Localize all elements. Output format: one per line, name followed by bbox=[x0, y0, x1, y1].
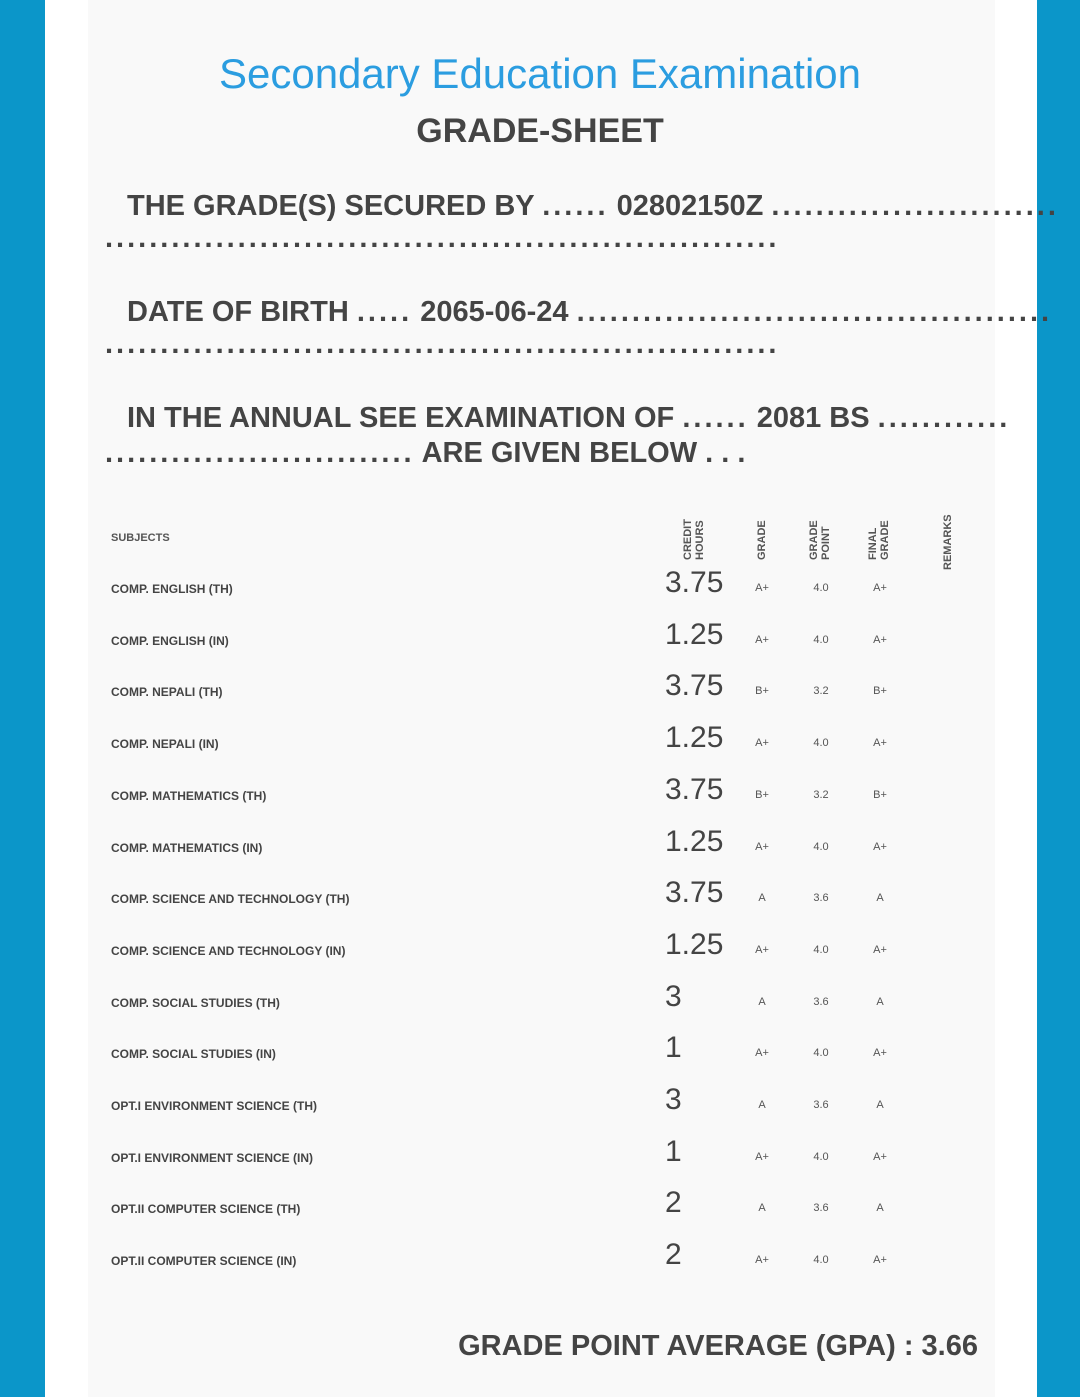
grade: A+ bbox=[755, 633, 769, 646]
subject-name: COMP. NEPALI (TH) bbox=[111, 685, 223, 700]
grade-point: 3.2 bbox=[813, 788, 829, 801]
final-grade: A+ bbox=[873, 840, 887, 853]
table-row bbox=[0, 979, 1080, 1048]
credit-hours: 1.25 bbox=[665, 927, 724, 961]
grade-point: 4.0 bbox=[813, 633, 829, 646]
table-row bbox=[0, 772, 1080, 841]
subject-name: COMP. ENGLISH (IN) bbox=[111, 633, 229, 648]
table-row bbox=[0, 566, 1080, 634]
grade-point: 4.0 bbox=[813, 1150, 829, 1163]
grade: A+ bbox=[755, 1254, 769, 1267]
credit-hours: 1.25 bbox=[665, 721, 724, 755]
table-row bbox=[0, 721, 1080, 789]
credit-hours: 1 bbox=[665, 1031, 682, 1065]
credit-hours: 1.25 bbox=[665, 617, 724, 651]
secured-by-line: THE GRADE(S) SECURED BY ...... 02802150Z .......................... bbox=[127, 190, 1059, 222]
subject-name: OPT.II COMPUTER SCIENCE (IN) bbox=[111, 1254, 297, 1269]
exam-label: IN THE ANNUAL SEE EXAMINATION OF bbox=[127, 402, 675, 434]
grade-point: 3.6 bbox=[813, 995, 829, 1008]
table-row bbox=[0, 669, 1080, 737]
final-grade: B+ bbox=[873, 685, 887, 698]
exam-title: Secondary Education Examination bbox=[218, 50, 862, 97]
gpa-summary: GRADE POINT AVERAGE (GPA) : 3.66 bbox=[458, 1330, 978, 1362]
subject-name: COMP. MATHEMATICS (IN) bbox=[111, 840, 263, 855]
symbol-number: 02802150Z bbox=[616, 190, 764, 222]
dob-label: DATE OF BIRTH bbox=[127, 296, 349, 328]
exam-year: 2081 BS bbox=[756, 402, 870, 434]
subject-name: OPT.II COMPUTER SCIENCE (TH) bbox=[111, 1202, 301, 1217]
credit-hours: 1 bbox=[665, 1134, 682, 1168]
grade: B+ bbox=[755, 685, 769, 698]
grade-point: 3.2 bbox=[813, 685, 829, 698]
final-grade: A bbox=[876, 1202, 884, 1215]
credit-hours: 3.75 bbox=[665, 876, 724, 910]
table-row bbox=[0, 1186, 1080, 1254]
credit-hours: 3.75 bbox=[665, 566, 724, 599]
dob-value: 2065-06-24 bbox=[420, 296, 569, 328]
final-grade: A+ bbox=[873, 1047, 887, 1060]
credit-hours: 2 bbox=[665, 1238, 682, 1272]
sheet-subtitle: GRADE-SHEET bbox=[416, 112, 664, 150]
grade-point: 3.6 bbox=[813, 1099, 829, 1111]
grade-point: 3.6 bbox=[813, 892, 829, 905]
grade: B+ bbox=[755, 788, 769, 801]
grade-point: 3.6 bbox=[813, 1202, 829, 1215]
final-grade: A+ bbox=[873, 943, 887, 956]
header-grade: GRADE bbox=[756, 520, 768, 560]
credit-hours: 3 bbox=[665, 979, 682, 1013]
grade-point: 4.0 bbox=[813, 737, 829, 750]
table-row bbox=[0, 824, 1080, 893]
table-row bbox=[0, 617, 1080, 686]
final-grade: A bbox=[876, 892, 884, 905]
dotted-line: ............................................................. bbox=[105, 328, 780, 360]
grade: A+ bbox=[755, 1047, 769, 1060]
final-grade: A+ bbox=[873, 1254, 887, 1267]
subject-name: COMP. MATHEMATICS (TH) bbox=[111, 788, 267, 803]
grade: A+ bbox=[755, 943, 769, 956]
table-row bbox=[0, 1031, 1080, 1099]
grade: A+ bbox=[755, 582, 769, 594]
grade: A bbox=[758, 995, 766, 1008]
dotted-line: ............................................................. bbox=[105, 222, 780, 254]
grade-point: 4.0 bbox=[813, 1254, 829, 1267]
header-subjects: SUBJECTS bbox=[111, 532, 170, 544]
subject-name: COMP. SOCIAL STUDIES (TH) bbox=[111, 995, 280, 1010]
final-grade: A bbox=[876, 995, 884, 1008]
subject-name: OPT.I ENVIRONMENT SCIENCE (TH) bbox=[111, 1099, 318, 1113]
subject-name: OPT.I ENVIRONMENT SCIENCE (IN) bbox=[111, 1150, 314, 1165]
credit-hours: 2 bbox=[665, 1186, 682, 1220]
credit-hours: 3.75 bbox=[665, 669, 724, 703]
subject-name: COMP. SOCIAL STUDIES (IN) bbox=[111, 1047, 276, 1062]
final-grade: A+ bbox=[873, 737, 887, 750]
given-below: ARE GIVEN BELOW . . . bbox=[421, 437, 746, 469]
header-remarks: REMARKS bbox=[942, 514, 954, 570]
table-row bbox=[0, 1238, 1080, 1306]
credit-hours: 1.25 bbox=[665, 824, 724, 858]
table-row bbox=[0, 927, 1080, 996]
final-grade: B+ bbox=[873, 788, 887, 801]
subject-name: COMP. SCIENCE AND TECHNOLOGY (IN) bbox=[111, 943, 346, 958]
grade-point: 4.0 bbox=[813, 1047, 829, 1060]
header-credit-hours: CREDIT HOURS bbox=[682, 519, 706, 560]
final-grade: A+ bbox=[873, 582, 887, 594]
grade: A bbox=[758, 1099, 766, 1111]
grade-point: 4.0 bbox=[813, 840, 829, 853]
credit-hours: 3 bbox=[665, 1083, 682, 1116]
table-row bbox=[0, 1083, 1080, 1151]
grade-point: 4.0 bbox=[813, 582, 829, 594]
subject-name: COMP. ENGLISH (TH) bbox=[111, 582, 233, 596]
credit-hours: 3.75 bbox=[665, 772, 724, 806]
grade: A+ bbox=[755, 737, 769, 750]
table-row bbox=[0, 1134, 1080, 1203]
secured-label: THE GRADE(S) SECURED BY bbox=[127, 190, 535, 222]
given-below-line: ............................ ARE GIVEN BELOW . . . bbox=[105, 437, 746, 469]
header-grade-point: GRADE POINT bbox=[808, 520, 832, 560]
grade-point: 4.0 bbox=[813, 943, 829, 956]
final-grade: A+ bbox=[873, 1150, 887, 1163]
header-final-grade: FINAL GRADE bbox=[867, 520, 891, 560]
grade: A bbox=[758, 892, 766, 905]
table-row bbox=[0, 876, 1080, 944]
grade: A+ bbox=[755, 840, 769, 853]
exam-line: IN THE ANNUAL SEE EXAMINATION OF ...... 2081 BS ............ bbox=[127, 402, 1011, 434]
subject-name: COMP. SCIENCE AND TECHNOLOGY (TH) bbox=[111, 892, 350, 907]
grade: A+ bbox=[755, 1150, 769, 1163]
grade: A bbox=[758, 1202, 766, 1215]
final-grade: A+ bbox=[873, 633, 887, 646]
final-grade: A bbox=[876, 1099, 884, 1111]
dob-line: DATE OF BIRTH ..... 2065-06-24 ........................................... bbox=[127, 296, 1053, 328]
subject-name: COMP. NEPALI (IN) bbox=[111, 737, 219, 752]
